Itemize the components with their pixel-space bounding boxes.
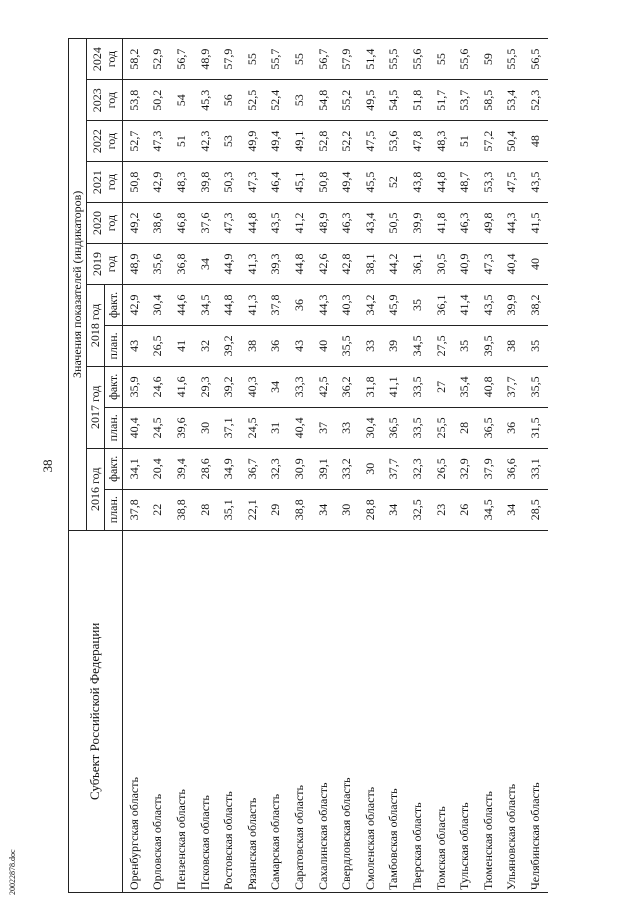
value-cell: 45,3 xyxy=(194,80,218,121)
value-cell: 47,5 xyxy=(359,121,383,162)
value-cell: 48 xyxy=(524,121,548,162)
value-cell: 56,5 xyxy=(524,39,548,80)
value-cell: 35 xyxy=(406,284,430,325)
table-row xyxy=(170,39,194,893)
value-cell: 41,8 xyxy=(430,203,454,244)
value-cell: 53,3 xyxy=(477,162,501,203)
value-cell: 48,3 xyxy=(170,162,194,203)
value-cell: 38 xyxy=(241,325,265,366)
value-cell: 40 xyxy=(524,244,548,285)
rotated-table-area xyxy=(68,38,618,893)
value-cell: 26,5 xyxy=(147,325,171,366)
value-cell: 37,8 xyxy=(123,489,147,530)
value-cell: 37,8 xyxy=(265,284,289,325)
table-row xyxy=(501,39,525,893)
value-cell: 39,5 xyxy=(477,325,501,366)
header-year-2024: 2024 год xyxy=(87,39,123,80)
value-cell: 52,9 xyxy=(147,39,171,80)
region-name: Тульская область xyxy=(453,530,477,892)
header-2018-fact: факт. xyxy=(105,284,123,325)
value-cell: 34,2 xyxy=(359,284,383,325)
value-cell: 52,3 xyxy=(524,80,548,121)
value-cell: 56 xyxy=(217,80,241,121)
value-cell: 47,3 xyxy=(147,121,171,162)
value-cell: 46,4 xyxy=(265,162,289,203)
table-body xyxy=(123,39,548,893)
table-row xyxy=(477,39,501,893)
value-cell: 34 xyxy=(501,489,525,530)
value-cell: 46,8 xyxy=(170,203,194,244)
value-cell: 41,1 xyxy=(383,366,407,407)
value-cell: 41,4 xyxy=(453,284,477,325)
value-cell: 38 xyxy=(501,325,525,366)
region-name: Тюменская область xyxy=(477,530,501,892)
region-name: Ульяновская область xyxy=(501,530,525,892)
value-cell: 39,3 xyxy=(265,244,289,285)
region-name: Саратовская область xyxy=(288,530,312,892)
value-cell: 40,8 xyxy=(477,366,501,407)
header-2017-fact: факт. xyxy=(105,366,123,407)
value-cell: 47,3 xyxy=(217,203,241,244)
value-cell: 53 xyxy=(288,80,312,121)
header-year-2019: 2019 год xyxy=(87,244,123,285)
value-cell: 57,2 xyxy=(477,121,501,162)
value-cell: 52 xyxy=(383,162,407,203)
value-cell: 38,6 xyxy=(147,203,171,244)
value-cell: 37,9 xyxy=(477,448,501,489)
value-cell: 37 xyxy=(312,407,336,448)
value-cell: 34,5 xyxy=(477,489,501,530)
value-cell: 55,5 xyxy=(383,39,407,80)
value-cell: 49,4 xyxy=(265,121,289,162)
value-cell: 29 xyxy=(265,489,289,530)
value-cell: 42,8 xyxy=(335,244,359,285)
value-cell: 37,6 xyxy=(194,203,218,244)
value-cell: 29,3 xyxy=(194,366,218,407)
footer-doc-code: 20022878.doc xyxy=(8,849,17,895)
value-cell: 54,8 xyxy=(312,80,336,121)
value-cell: 25,5 xyxy=(430,407,454,448)
value-cell: 57,9 xyxy=(335,39,359,80)
value-cell: 43,5 xyxy=(265,203,289,244)
value-cell: 58,2 xyxy=(123,39,147,80)
value-cell: 26 xyxy=(453,489,477,530)
value-cell: 56,7 xyxy=(312,39,336,80)
table-row xyxy=(241,39,265,893)
value-cell: 33 xyxy=(359,325,383,366)
value-cell: 36,1 xyxy=(406,244,430,285)
value-cell: 28,8 xyxy=(359,489,383,530)
value-cell: 48,9 xyxy=(194,39,218,80)
header-2018-plan: план. xyxy=(105,325,123,366)
value-cell: 39,1 xyxy=(312,448,336,489)
value-cell: 34,5 xyxy=(194,284,218,325)
value-cell: 40,3 xyxy=(241,366,265,407)
value-cell: 51 xyxy=(170,121,194,162)
table-row xyxy=(147,39,171,893)
value-cell: 47,3 xyxy=(241,162,265,203)
value-cell: 44,2 xyxy=(383,244,407,285)
value-cell: 52,8 xyxy=(312,121,336,162)
value-cell: 33,3 xyxy=(288,366,312,407)
value-cell: 36 xyxy=(265,325,289,366)
value-cell: 30,4 xyxy=(147,284,171,325)
region-name: Тверская область xyxy=(406,530,430,892)
header-2016-plan: план. xyxy=(105,489,123,530)
value-cell: 30,4 xyxy=(359,407,383,448)
value-cell: 39,9 xyxy=(501,284,525,325)
value-cell: 46,3 xyxy=(453,203,477,244)
value-cell: 55,7 xyxy=(265,39,289,80)
value-cell: 35,5 xyxy=(524,366,548,407)
value-cell: 41,3 xyxy=(241,244,265,285)
header-2018: 2018 год xyxy=(87,284,105,366)
value-cell: 34 xyxy=(194,244,218,285)
value-cell: 36,6 xyxy=(501,448,525,489)
table-row xyxy=(524,39,548,893)
value-cell: 50,4 xyxy=(501,121,525,162)
page-number: 38 xyxy=(40,459,55,473)
value-cell: 38,2 xyxy=(524,284,548,325)
value-cell: 43,5 xyxy=(477,284,501,325)
value-cell: 35,6 xyxy=(147,244,171,285)
value-cell: 31 xyxy=(265,407,289,448)
value-cell: 46,3 xyxy=(335,203,359,244)
value-cell: 41,5 xyxy=(524,203,548,244)
value-cell: 23 xyxy=(430,489,454,530)
value-cell: 39,9 xyxy=(406,203,430,244)
value-cell: 48,3 xyxy=(430,121,454,162)
value-cell: 48,9 xyxy=(123,244,147,285)
value-cell: 33,5 xyxy=(406,407,430,448)
value-cell: 42,5 xyxy=(312,366,336,407)
value-cell: 36,2 xyxy=(335,366,359,407)
table-row xyxy=(217,39,241,893)
value-cell: 55 xyxy=(288,39,312,80)
region-name: Челябинская область xyxy=(524,530,548,892)
value-cell: 39,2 xyxy=(217,325,241,366)
value-cell: 53,7 xyxy=(453,80,477,121)
table-row xyxy=(335,39,359,893)
table-row xyxy=(288,39,312,893)
value-cell: 57,9 xyxy=(217,39,241,80)
value-cell: 55,6 xyxy=(406,39,430,80)
table-row xyxy=(359,39,383,893)
value-cell: 44,3 xyxy=(312,284,336,325)
header-values: Значения показателей (индикаторов) xyxy=(69,39,87,531)
value-cell: 47,3 xyxy=(477,244,501,285)
value-cell: 49,8 xyxy=(477,203,501,244)
header-year-2021: 2021 год xyxy=(87,162,123,203)
table-row xyxy=(406,39,430,893)
value-cell: 43,4 xyxy=(359,203,383,244)
value-cell: 54 xyxy=(170,80,194,121)
value-cell: 45,9 xyxy=(383,284,407,325)
value-cell: 28,5 xyxy=(524,489,548,530)
value-cell: 27 xyxy=(430,366,454,407)
value-cell: 43 xyxy=(123,325,147,366)
value-cell: 42,9 xyxy=(147,162,171,203)
value-cell: 30 xyxy=(335,489,359,530)
header-year-2023: 2023 год xyxy=(87,80,123,121)
region-name: Сахалинская область xyxy=(312,530,336,892)
value-cell: 36 xyxy=(288,284,312,325)
value-cell: 48,9 xyxy=(312,203,336,244)
value-cell: 40,4 xyxy=(123,407,147,448)
value-cell: 42,6 xyxy=(312,244,336,285)
table-row xyxy=(430,39,454,893)
value-cell: 33 xyxy=(335,407,359,448)
value-cell: 37,7 xyxy=(383,448,407,489)
value-cell: 42,9 xyxy=(123,284,147,325)
region-name: Оренбургская область xyxy=(123,530,147,892)
value-cell: 52,2 xyxy=(335,121,359,162)
value-cell: 49,1 xyxy=(288,121,312,162)
value-cell: 49,9 xyxy=(241,121,265,162)
value-cell: 44,8 xyxy=(288,244,312,285)
value-cell: 50,5 xyxy=(383,203,407,244)
value-cell: 41,2 xyxy=(288,203,312,244)
value-cell: 30 xyxy=(359,448,383,489)
value-cell: 32,3 xyxy=(406,448,430,489)
value-cell: 36,5 xyxy=(383,407,407,448)
value-cell: 50,3 xyxy=(217,162,241,203)
value-cell: 31,5 xyxy=(524,407,548,448)
header-2016: 2016 год xyxy=(87,448,105,530)
value-cell: 32,5 xyxy=(406,489,430,530)
region-name: Самарская область xyxy=(265,530,289,892)
value-cell: 52,5 xyxy=(241,80,265,121)
value-cell: 50,8 xyxy=(123,162,147,203)
value-cell: 53,6 xyxy=(383,121,407,162)
value-cell: 36,1 xyxy=(430,284,454,325)
value-cell: 49,2 xyxy=(123,203,147,244)
value-cell: 24,6 xyxy=(147,366,171,407)
value-cell: 41,6 xyxy=(170,366,194,407)
value-cell: 51,8 xyxy=(406,80,430,121)
value-cell: 39,6 xyxy=(170,407,194,448)
value-cell: 53 xyxy=(217,121,241,162)
value-cell: 32,3 xyxy=(265,448,289,489)
value-cell: 51,4 xyxy=(359,39,383,80)
value-cell: 54,5 xyxy=(383,80,407,121)
value-cell: 35 xyxy=(453,325,477,366)
value-cell: 56,7 xyxy=(170,39,194,80)
value-cell: 44,8 xyxy=(241,203,265,244)
value-cell: 37,1 xyxy=(217,407,241,448)
value-cell: 35,1 xyxy=(217,489,241,530)
value-cell: 42,3 xyxy=(194,121,218,162)
region-name: Тамбовская область xyxy=(383,530,407,892)
value-cell: 38,8 xyxy=(170,489,194,530)
value-cell: 40,9 xyxy=(453,244,477,285)
value-cell: 35,5 xyxy=(335,325,359,366)
value-cell: 49,4 xyxy=(335,162,359,203)
value-cell: 47,8 xyxy=(406,121,430,162)
value-cell: 36,8 xyxy=(170,244,194,285)
value-cell: 39,2 xyxy=(217,366,241,407)
value-cell: 51,7 xyxy=(430,80,454,121)
value-cell: 31,8 xyxy=(359,366,383,407)
header-2017-plan: план. xyxy=(105,407,123,448)
value-cell: 36,5 xyxy=(477,407,501,448)
value-cell: 33,2 xyxy=(335,448,359,489)
value-cell: 53,8 xyxy=(123,80,147,121)
value-cell: 30 xyxy=(194,407,218,448)
value-cell: 36 xyxy=(501,407,525,448)
value-cell: 52,7 xyxy=(123,121,147,162)
header-year-2022: 2022 год xyxy=(87,121,123,162)
value-cell: 32,9 xyxy=(453,448,477,489)
value-cell: 33,5 xyxy=(406,366,430,407)
value-cell: 40,4 xyxy=(288,407,312,448)
value-cell: 44,8 xyxy=(430,162,454,203)
value-cell: 55,5 xyxy=(501,39,525,80)
table-row xyxy=(194,39,218,893)
value-cell: 40,3 xyxy=(335,284,359,325)
value-cell: 34,5 xyxy=(406,325,430,366)
value-cell: 36,7 xyxy=(241,448,265,489)
value-cell: 35 xyxy=(524,325,548,366)
region-name: Томская область xyxy=(430,530,454,892)
value-cell: 40,4 xyxy=(501,244,525,285)
region-name: Псковская область xyxy=(194,530,218,892)
value-cell: 52,4 xyxy=(265,80,289,121)
value-cell: 49,5 xyxy=(359,80,383,121)
header-2017: 2017 год xyxy=(87,366,105,448)
table-row xyxy=(453,39,477,893)
value-cell: 28 xyxy=(453,407,477,448)
value-cell: 39,8 xyxy=(194,162,218,203)
value-cell: 55,2 xyxy=(335,80,359,121)
value-cell: 55 xyxy=(241,39,265,80)
region-name: Пензенская область xyxy=(170,530,194,892)
value-cell: 35,9 xyxy=(123,366,147,407)
value-cell: 41,3 xyxy=(241,284,265,325)
value-cell: 26,5 xyxy=(430,448,454,489)
table-row xyxy=(123,39,147,893)
value-cell: 35,4 xyxy=(453,366,477,407)
value-cell: 55,6 xyxy=(453,39,477,80)
indicators-table xyxy=(68,38,548,893)
value-cell: 20,4 xyxy=(147,448,171,489)
value-cell: 48,7 xyxy=(453,162,477,203)
value-cell: 44,8 xyxy=(217,284,241,325)
value-cell: 44,6 xyxy=(170,284,194,325)
value-cell: 45,5 xyxy=(359,162,383,203)
value-cell: 40 xyxy=(312,325,336,366)
value-cell: 53,4 xyxy=(501,80,525,121)
value-cell: 43,8 xyxy=(406,162,430,203)
value-cell: 22,1 xyxy=(241,489,265,530)
value-cell: 38,8 xyxy=(288,489,312,530)
value-cell: 24,5 xyxy=(147,407,171,448)
region-name: Рязанская область xyxy=(241,530,265,892)
value-cell: 30,5 xyxy=(430,244,454,285)
value-cell: 55 xyxy=(430,39,454,80)
table-row xyxy=(383,39,407,893)
value-cell: 44,3 xyxy=(501,203,525,244)
table-row xyxy=(265,39,289,893)
region-name: Ростовская область xyxy=(217,530,241,892)
value-cell: 34,1 xyxy=(123,448,147,489)
value-cell: 34 xyxy=(312,489,336,530)
value-cell: 28 xyxy=(194,489,218,530)
header-year-2020: 2020 год xyxy=(87,203,123,244)
value-cell: 50,8 xyxy=(312,162,336,203)
header-2016-fact: факт. xyxy=(105,448,123,489)
region-name: Орловская область xyxy=(147,530,171,892)
value-cell: 39,4 xyxy=(170,448,194,489)
value-cell: 45,1 xyxy=(288,162,312,203)
value-cell: 24,5 xyxy=(241,407,265,448)
value-cell: 34 xyxy=(383,489,407,530)
value-cell: 37,7 xyxy=(501,366,525,407)
region-name: Смоленская область xyxy=(359,530,383,892)
header-region: Субъект Российской Федерации xyxy=(69,530,123,892)
value-cell: 58,5 xyxy=(477,80,501,121)
region-name: Свердловская область xyxy=(335,530,359,892)
value-cell: 44,9 xyxy=(217,244,241,285)
value-cell: 43,5 xyxy=(524,162,548,203)
value-cell: 59 xyxy=(477,39,501,80)
value-cell: 50,2 xyxy=(147,80,171,121)
value-cell: 28,6 xyxy=(194,448,218,489)
value-cell: 47,5 xyxy=(501,162,525,203)
value-cell: 38,1 xyxy=(359,244,383,285)
value-cell: 30,9 xyxy=(288,448,312,489)
value-cell: 34,9 xyxy=(217,448,241,489)
value-cell: 27,5 xyxy=(430,325,454,366)
value-cell: 34 xyxy=(265,366,289,407)
value-cell: 39 xyxy=(383,325,407,366)
table-row xyxy=(312,39,336,893)
value-cell: 43 xyxy=(288,325,312,366)
value-cell: 41 xyxy=(170,325,194,366)
value-cell: 22 xyxy=(147,489,171,530)
value-cell: 51 xyxy=(453,121,477,162)
value-cell: 32 xyxy=(194,325,218,366)
value-cell: 33,1 xyxy=(524,448,548,489)
